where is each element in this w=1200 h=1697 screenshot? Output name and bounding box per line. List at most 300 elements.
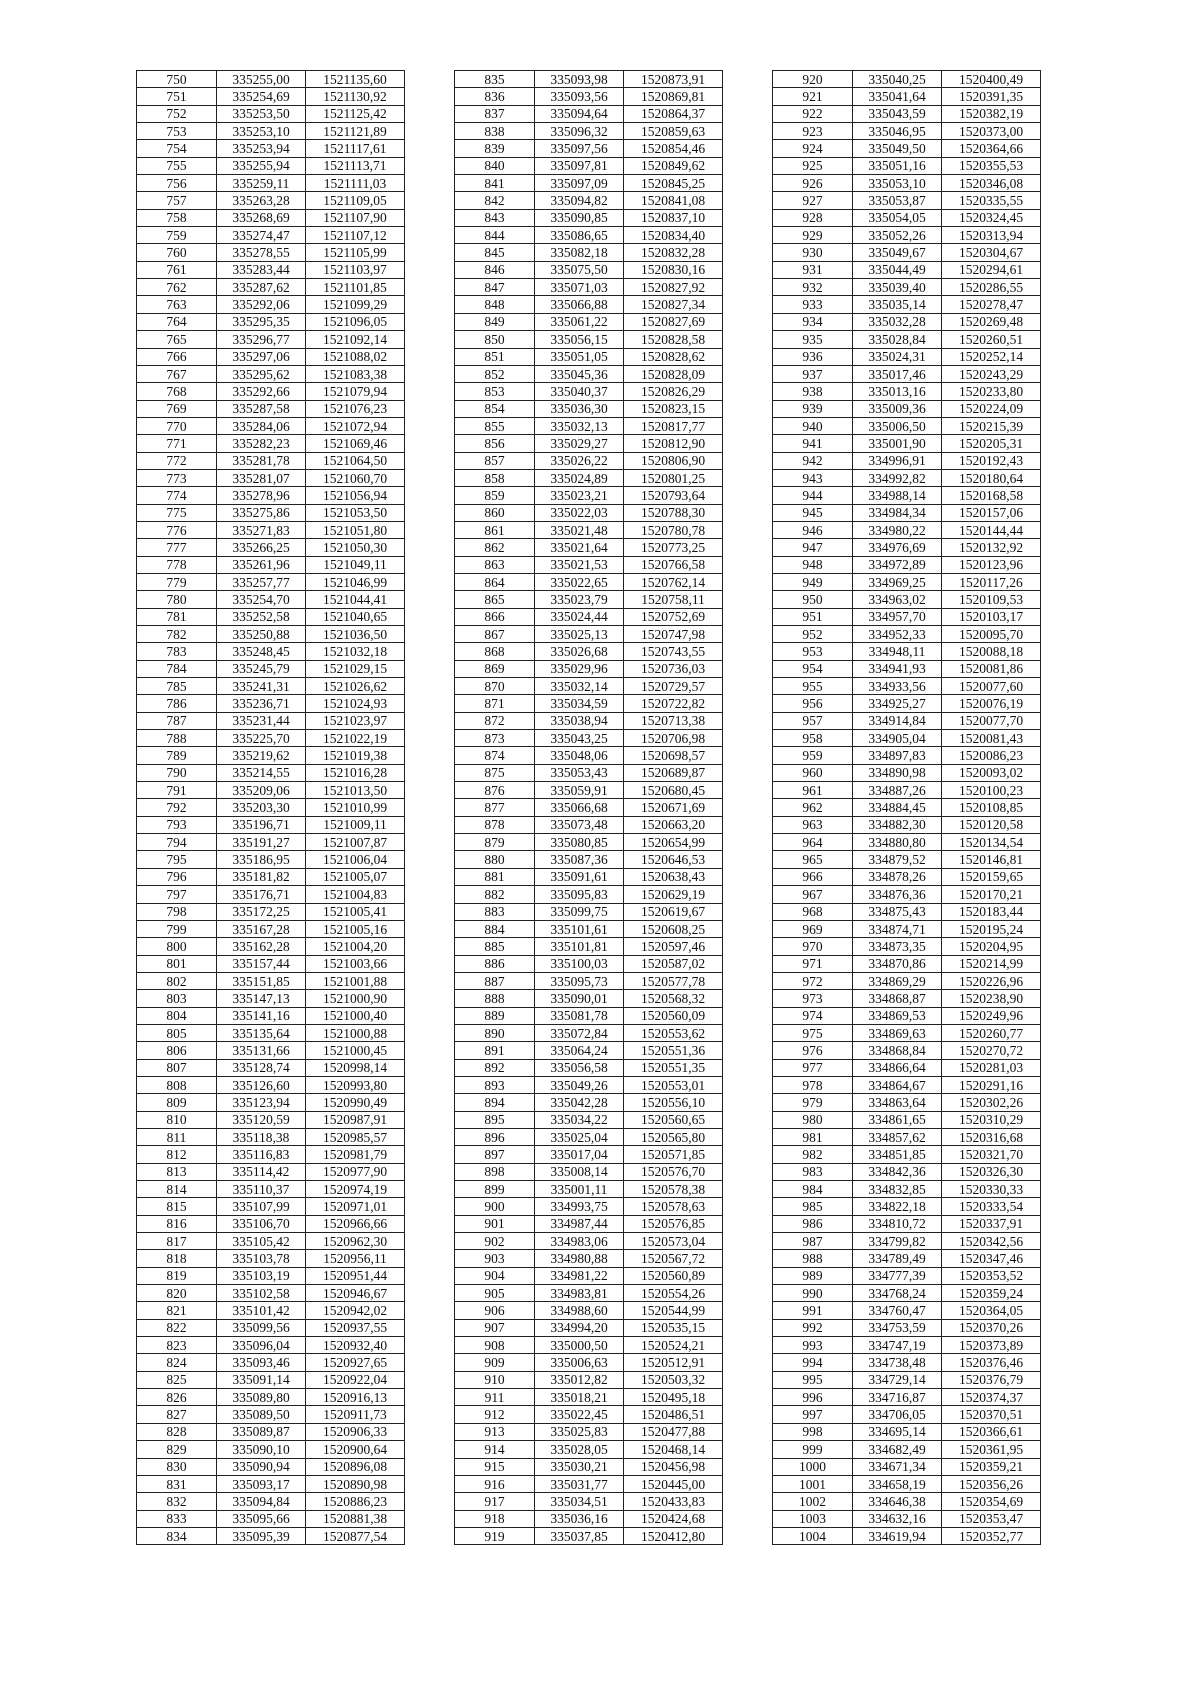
point-number-cell: 876 bbox=[455, 782, 535, 799]
point-number-cell: 841 bbox=[455, 175, 535, 192]
table-row bbox=[137, 504, 405, 521]
x-coordinate-cell: 335095,39 bbox=[217, 1527, 306, 1544]
table-row bbox=[773, 157, 1041, 174]
point-number-cell: 886 bbox=[455, 955, 535, 972]
y-coordinate-cell: 1520747,98 bbox=[624, 626, 723, 643]
point-number-cell: 970 bbox=[773, 938, 853, 955]
y-coordinate-cell: 1520495,18 bbox=[624, 1389, 723, 1406]
x-coordinate-cell: 335090,94 bbox=[217, 1458, 306, 1475]
y-coordinate-cell: 1520873,91 bbox=[624, 71, 723, 88]
point-number-cell: 902 bbox=[455, 1233, 535, 1250]
table-row bbox=[137, 660, 405, 677]
table-row bbox=[137, 886, 405, 903]
table-row bbox=[137, 643, 405, 660]
y-coordinate-cell: 1520281,03 bbox=[942, 1059, 1041, 1076]
table-row bbox=[137, 1493, 405, 1510]
table-row bbox=[137, 591, 405, 608]
x-coordinate-cell: 334878,26 bbox=[853, 868, 942, 885]
y-coordinate-cell: 1520373,89 bbox=[942, 1337, 1041, 1354]
point-number-cell: 767 bbox=[137, 365, 217, 382]
point-number-cell: 835 bbox=[455, 71, 535, 88]
y-coordinate-cell: 1520985,57 bbox=[306, 1128, 405, 1145]
point-number-cell: 957 bbox=[773, 712, 853, 729]
x-coordinate-cell: 334842,36 bbox=[853, 1163, 942, 1180]
x-coordinate-cell: 335123,94 bbox=[217, 1094, 306, 1111]
point-number-cell: 770 bbox=[137, 417, 217, 434]
table-row bbox=[455, 487, 723, 504]
table-row bbox=[137, 1285, 405, 1302]
y-coordinate-cell: 1521117,61 bbox=[306, 140, 405, 157]
point-number-cell: 782 bbox=[137, 626, 217, 643]
table-row bbox=[455, 1094, 723, 1111]
y-coordinate-cell: 1520998,14 bbox=[306, 1059, 405, 1076]
point-number-cell: 899 bbox=[455, 1181, 535, 1198]
table-row bbox=[137, 123, 405, 140]
y-coordinate-cell: 1521135,60 bbox=[306, 71, 405, 88]
point-number-cell: 804 bbox=[137, 1007, 217, 1024]
point-number-cell: 796 bbox=[137, 868, 217, 885]
x-coordinate-cell: 334983,81 bbox=[535, 1285, 624, 1302]
x-coordinate-cell: 334861,65 bbox=[853, 1111, 942, 1128]
table-row bbox=[455, 1458, 723, 1475]
point-number-cell: 818 bbox=[137, 1250, 217, 1267]
y-coordinate-cell: 1520619,67 bbox=[624, 903, 723, 920]
table-row bbox=[773, 313, 1041, 330]
y-coordinate-cell: 1520560,65 bbox=[624, 1111, 723, 1128]
table-row bbox=[137, 938, 405, 955]
x-coordinate-cell: 334987,44 bbox=[535, 1215, 624, 1232]
y-coordinate-cell: 1520554,26 bbox=[624, 1285, 723, 1302]
x-coordinate-cell: 335255,94 bbox=[217, 157, 306, 174]
point-number-cell: 761 bbox=[137, 261, 217, 278]
x-coordinate-cell: 335038,94 bbox=[535, 712, 624, 729]
x-coordinate-cell: 334716,87 bbox=[853, 1389, 942, 1406]
x-coordinate-cell: 335167,28 bbox=[217, 920, 306, 937]
y-coordinate-cell: 1521036,50 bbox=[306, 626, 405, 643]
table-row bbox=[773, 938, 1041, 955]
table-row bbox=[455, 400, 723, 417]
x-coordinate-cell: 334882,30 bbox=[853, 816, 942, 833]
table-row bbox=[773, 504, 1041, 521]
y-coordinate-cell: 1520577,78 bbox=[624, 972, 723, 989]
table-row bbox=[455, 955, 723, 972]
y-coordinate-cell: 1520195,24 bbox=[942, 920, 1041, 937]
x-coordinate-cell: 335021,64 bbox=[535, 539, 624, 556]
point-number-cell: 754 bbox=[137, 140, 217, 157]
x-coordinate-cell: 335032,14 bbox=[535, 678, 624, 695]
x-coordinate-cell: 335287,62 bbox=[217, 279, 306, 296]
point-number-cell: 783 bbox=[137, 643, 217, 660]
y-coordinate-cell: 1520088,18 bbox=[942, 643, 1041, 660]
x-coordinate-cell: 334777,39 bbox=[853, 1267, 942, 1284]
point-number-cell: 799 bbox=[137, 920, 217, 937]
x-coordinate-cell: 334646,38 bbox=[853, 1493, 942, 1510]
x-coordinate-cell: 335095,73 bbox=[535, 972, 624, 989]
point-number-cell: 854 bbox=[455, 400, 535, 417]
y-coordinate-cell: 1521005,16 bbox=[306, 920, 405, 937]
x-coordinate-cell: 335043,59 bbox=[853, 105, 942, 122]
table-row bbox=[773, 972, 1041, 989]
x-coordinate-cell: 335196,71 bbox=[217, 816, 306, 833]
x-coordinate-cell: 335056,15 bbox=[535, 331, 624, 348]
y-coordinate-cell: 1520456,98 bbox=[624, 1458, 723, 1475]
x-coordinate-cell: 334810,72 bbox=[853, 1215, 942, 1232]
x-coordinate-cell: 335095,66 bbox=[217, 1510, 306, 1527]
x-coordinate-cell: 335053,87 bbox=[853, 192, 942, 209]
point-number-cell: 974 bbox=[773, 1007, 853, 1024]
point-number-cell: 973 bbox=[773, 990, 853, 1007]
x-coordinate-cell: 335091,14 bbox=[217, 1371, 306, 1388]
y-coordinate-cell: 1520249,96 bbox=[942, 1007, 1041, 1024]
x-coordinate-cell: 335275,86 bbox=[217, 504, 306, 521]
y-coordinate-cell: 1521029,15 bbox=[306, 660, 405, 677]
x-coordinate-cell: 335103,78 bbox=[217, 1250, 306, 1267]
x-coordinate-cell: 334753,59 bbox=[853, 1319, 942, 1336]
table-row bbox=[773, 417, 1041, 434]
y-coordinate-cell: 1520445,00 bbox=[624, 1475, 723, 1492]
x-coordinate-cell: 334789,49 bbox=[853, 1250, 942, 1267]
table-row bbox=[137, 487, 405, 504]
y-coordinate-cell: 1520881,38 bbox=[306, 1510, 405, 1527]
x-coordinate-cell: 334952,33 bbox=[853, 626, 942, 643]
point-number-cell: 910 bbox=[455, 1371, 535, 1388]
y-coordinate-cell: 1520722,82 bbox=[624, 695, 723, 712]
table-row bbox=[773, 591, 1041, 608]
point-number-cell: 753 bbox=[137, 123, 217, 140]
point-number-cell: 907 bbox=[455, 1319, 535, 1336]
table-row bbox=[455, 71, 723, 88]
point-number-cell: 893 bbox=[455, 1076, 535, 1093]
table-row bbox=[773, 1371, 1041, 1388]
y-coordinate-cell: 1520159,65 bbox=[942, 868, 1041, 885]
y-coordinate-cell: 1520095,70 bbox=[942, 626, 1041, 643]
point-number-cell: 878 bbox=[455, 816, 535, 833]
table-row bbox=[137, 175, 405, 192]
y-coordinate-cell: 1520512,91 bbox=[624, 1354, 723, 1371]
x-coordinate-cell: 334941,93 bbox=[853, 660, 942, 677]
x-coordinate-cell: 335012,82 bbox=[535, 1371, 624, 1388]
point-number-cell: 867 bbox=[455, 626, 535, 643]
x-coordinate-cell: 334994,20 bbox=[535, 1319, 624, 1336]
table-row bbox=[773, 331, 1041, 348]
x-coordinate-cell: 335096,04 bbox=[217, 1337, 306, 1354]
point-number-cell: 797 bbox=[137, 886, 217, 903]
table-row bbox=[455, 296, 723, 313]
y-coordinate-cell: 1520081,43 bbox=[942, 730, 1041, 747]
table-row bbox=[137, 1215, 405, 1232]
table-row bbox=[137, 712, 405, 729]
x-coordinate-cell: 335225,70 bbox=[217, 730, 306, 747]
x-coordinate-cell: 335214,55 bbox=[217, 764, 306, 781]
table-row bbox=[137, 331, 405, 348]
point-number-cell: 865 bbox=[455, 591, 535, 608]
y-coordinate-cell: 1520313,94 bbox=[942, 227, 1041, 244]
point-number-cell: 825 bbox=[137, 1371, 217, 1388]
y-coordinate-cell: 1520987,91 bbox=[306, 1111, 405, 1128]
point-number-cell: 771 bbox=[137, 435, 217, 452]
point-number-cell: 766 bbox=[137, 348, 217, 365]
table-row bbox=[137, 1371, 405, 1388]
point-number-cell: 948 bbox=[773, 556, 853, 573]
table-row bbox=[455, 920, 723, 937]
point-number-cell: 1003 bbox=[773, 1510, 853, 1527]
table-row bbox=[773, 1354, 1041, 1371]
y-coordinate-cell: 1520981,79 bbox=[306, 1146, 405, 1163]
x-coordinate-cell: 334747,19 bbox=[853, 1337, 942, 1354]
x-coordinate-cell: 335042,28 bbox=[535, 1094, 624, 1111]
point-number-cell: 980 bbox=[773, 1111, 853, 1128]
y-coordinate-cell: 1520324,45 bbox=[942, 209, 1041, 226]
table-row bbox=[455, 712, 723, 729]
table-row bbox=[137, 573, 405, 590]
table-row bbox=[455, 1042, 723, 1059]
table-row bbox=[773, 192, 1041, 209]
x-coordinate-cell: 335043,25 bbox=[535, 730, 624, 747]
y-coordinate-cell: 1521083,38 bbox=[306, 365, 405, 382]
x-coordinate-cell: 335141,16 bbox=[217, 1007, 306, 1024]
x-coordinate-cell: 335023,79 bbox=[535, 591, 624, 608]
point-number-cell: 778 bbox=[137, 556, 217, 573]
point-number-cell: 996 bbox=[773, 1389, 853, 1406]
table-row bbox=[137, 244, 405, 261]
table-row bbox=[773, 1458, 1041, 1475]
x-coordinate-cell: 335028,05 bbox=[535, 1441, 624, 1458]
table-row bbox=[137, 1475, 405, 1492]
point-number-cell: 966 bbox=[773, 868, 853, 885]
table-row bbox=[137, 1423, 405, 1440]
x-coordinate-cell: 334992,82 bbox=[853, 469, 942, 486]
y-coordinate-cell: 1520477,88 bbox=[624, 1423, 723, 1440]
table-row bbox=[137, 192, 405, 209]
point-number-cell: 954 bbox=[773, 660, 853, 677]
table-row bbox=[137, 608, 405, 625]
y-coordinate-cell: 1520233,80 bbox=[942, 383, 1041, 400]
table-row bbox=[137, 990, 405, 1007]
table-row bbox=[773, 782, 1041, 799]
x-coordinate-cell: 335162,28 bbox=[217, 938, 306, 955]
table-row bbox=[773, 1267, 1041, 1284]
table-row bbox=[455, 435, 723, 452]
point-number-cell: 820 bbox=[137, 1285, 217, 1302]
x-coordinate-cell: 335219,62 bbox=[217, 747, 306, 764]
table-row bbox=[455, 886, 723, 903]
table-row bbox=[137, 1267, 405, 1284]
point-number-cell: 994 bbox=[773, 1354, 853, 1371]
table-row bbox=[137, 261, 405, 278]
point-number-cell: 785 bbox=[137, 678, 217, 695]
point-number-cell: 962 bbox=[773, 799, 853, 816]
x-coordinate-cell: 334738,48 bbox=[853, 1354, 942, 1371]
y-coordinate-cell: 1521107,90 bbox=[306, 209, 405, 226]
table-row bbox=[773, 990, 1041, 1007]
x-coordinate-cell: 335081,78 bbox=[535, 1007, 624, 1024]
x-coordinate-cell: 334863,64 bbox=[853, 1094, 942, 1111]
table-row bbox=[137, 903, 405, 920]
x-coordinate-cell: 334706,05 bbox=[853, 1406, 942, 1423]
table-row bbox=[455, 834, 723, 851]
y-coordinate-cell: 1520806,90 bbox=[624, 452, 723, 469]
table-row bbox=[137, 88, 405, 105]
point-number-cell: 857 bbox=[455, 452, 535, 469]
point-number-cell: 763 bbox=[137, 296, 217, 313]
y-coordinate-cell: 1520946,67 bbox=[306, 1285, 405, 1302]
x-coordinate-cell: 335253,94 bbox=[217, 140, 306, 157]
x-coordinate-cell: 335101,81 bbox=[535, 938, 624, 955]
y-coordinate-cell: 1521060,70 bbox=[306, 469, 405, 486]
point-number-cell: 780 bbox=[137, 591, 217, 608]
x-coordinate-cell: 335266,25 bbox=[217, 539, 306, 556]
x-coordinate-cell: 334682,49 bbox=[853, 1441, 942, 1458]
y-coordinate-cell: 1520117,26 bbox=[942, 573, 1041, 590]
y-coordinate-cell: 1520793,64 bbox=[624, 487, 723, 504]
x-coordinate-cell: 334993,75 bbox=[535, 1198, 624, 1215]
y-coordinate-cell: 1520827,92 bbox=[624, 279, 723, 296]
table-row bbox=[137, 955, 405, 972]
point-number-cell: 762 bbox=[137, 279, 217, 296]
point-number-cell: 1000 bbox=[773, 1458, 853, 1475]
point-number-cell: 951 bbox=[773, 608, 853, 625]
x-coordinate-cell: 334884,45 bbox=[853, 799, 942, 816]
y-coordinate-cell: 1521079,94 bbox=[306, 383, 405, 400]
x-coordinate-cell: 335024,89 bbox=[535, 469, 624, 486]
point-number-cell: 986 bbox=[773, 1215, 853, 1232]
point-number-cell: 944 bbox=[773, 487, 853, 504]
point-number-cell: 961 bbox=[773, 782, 853, 799]
table-row bbox=[137, 417, 405, 434]
point-number-cell: 947 bbox=[773, 539, 853, 556]
y-coordinate-cell: 1520828,09 bbox=[624, 365, 723, 382]
y-coordinate-cell: 1520977,90 bbox=[306, 1163, 405, 1180]
point-number-cell: 788 bbox=[137, 730, 217, 747]
y-coordinate-cell: 1521105,99 bbox=[306, 244, 405, 261]
x-coordinate-cell: 335059,91 bbox=[535, 782, 624, 799]
table-row bbox=[773, 678, 1041, 695]
point-number-cell: 837 bbox=[455, 105, 535, 122]
y-coordinate-cell: 1521009,11 bbox=[306, 816, 405, 833]
point-number-cell: 965 bbox=[773, 851, 853, 868]
y-coordinate-cell: 1520877,54 bbox=[306, 1527, 405, 1544]
table-row bbox=[455, 1181, 723, 1198]
x-coordinate-cell: 335017,04 bbox=[535, 1146, 624, 1163]
x-coordinate-cell: 334619,94 bbox=[853, 1527, 942, 1544]
x-coordinate-cell: 335053,43 bbox=[535, 764, 624, 781]
table-row bbox=[455, 105, 723, 122]
x-coordinate-cell: 335250,88 bbox=[217, 626, 306, 643]
y-coordinate-cell: 1520535,15 bbox=[624, 1319, 723, 1336]
table-row bbox=[455, 573, 723, 590]
x-coordinate-cell: 335022,45 bbox=[535, 1406, 624, 1423]
table-row bbox=[773, 799, 1041, 816]
table-row bbox=[773, 209, 1041, 226]
x-coordinate-cell: 335241,31 bbox=[217, 678, 306, 695]
point-number-cell: 851 bbox=[455, 348, 535, 365]
y-coordinate-cell: 1520932,40 bbox=[306, 1337, 405, 1354]
x-coordinate-cell: 335018,21 bbox=[535, 1389, 624, 1406]
x-coordinate-cell: 334980,22 bbox=[853, 521, 942, 538]
x-coordinate-cell: 335026,68 bbox=[535, 643, 624, 660]
point-number-cell: 905 bbox=[455, 1285, 535, 1302]
point-number-cell: 971 bbox=[773, 955, 853, 972]
x-coordinate-cell: 335099,56 bbox=[217, 1319, 306, 1336]
x-coordinate-cell: 335093,98 bbox=[535, 71, 624, 88]
point-number-cell: 861 bbox=[455, 521, 535, 538]
x-coordinate-cell: 335090,10 bbox=[217, 1441, 306, 1458]
table-body bbox=[455, 71, 723, 1545]
x-coordinate-cell: 335172,25 bbox=[217, 903, 306, 920]
x-coordinate-cell: 335263,28 bbox=[217, 192, 306, 209]
point-number-cell: 872 bbox=[455, 712, 535, 729]
point-number-cell: 810 bbox=[137, 1111, 217, 1128]
y-coordinate-cell: 1520578,38 bbox=[624, 1181, 723, 1198]
table-row bbox=[773, 1493, 1041, 1510]
x-coordinate-cell: 335090,85 bbox=[535, 209, 624, 226]
point-number-cell: 949 bbox=[773, 573, 853, 590]
point-number-cell: 998 bbox=[773, 1423, 853, 1440]
point-number-cell: 923 bbox=[773, 123, 853, 140]
y-coordinate-cell: 1520826,29 bbox=[624, 383, 723, 400]
table-row bbox=[773, 521, 1041, 538]
point-number-cell: 826 bbox=[137, 1389, 217, 1406]
y-coordinate-cell: 1520376,79 bbox=[942, 1371, 1041, 1388]
table-row bbox=[773, 1042, 1041, 1059]
point-number-cell: 829 bbox=[137, 1441, 217, 1458]
y-coordinate-cell: 1521000,88 bbox=[306, 1024, 405, 1041]
y-coordinate-cell: 1520353,52 bbox=[942, 1267, 1041, 1284]
point-number-cell: 843 bbox=[455, 209, 535, 226]
point-number-cell: 869 bbox=[455, 660, 535, 677]
point-number-cell: 990 bbox=[773, 1285, 853, 1302]
point-number-cell: 1002 bbox=[773, 1493, 853, 1510]
point-number-cell: 896 bbox=[455, 1128, 535, 1145]
y-coordinate-cell: 1520573,04 bbox=[624, 1233, 723, 1250]
x-coordinate-cell: 335030,21 bbox=[535, 1458, 624, 1475]
y-coordinate-cell: 1520354,69 bbox=[942, 1493, 1041, 1510]
x-coordinate-cell: 335096,32 bbox=[535, 123, 624, 140]
table-row bbox=[773, 1094, 1041, 1111]
x-coordinate-cell: 335031,77 bbox=[535, 1475, 624, 1492]
x-coordinate-cell: 335025,13 bbox=[535, 626, 624, 643]
point-number-cell: 900 bbox=[455, 1198, 535, 1215]
y-coordinate-cell: 1520086,23 bbox=[942, 747, 1041, 764]
x-coordinate-cell: 334822,18 bbox=[853, 1198, 942, 1215]
table-row bbox=[455, 608, 723, 625]
x-coordinate-cell: 335292,66 bbox=[217, 383, 306, 400]
y-coordinate-cell: 1521069,46 bbox=[306, 435, 405, 452]
y-coordinate-cell: 1521023,97 bbox=[306, 712, 405, 729]
y-coordinate-cell: 1520896,08 bbox=[306, 1458, 405, 1475]
table-row bbox=[455, 348, 723, 365]
y-coordinate-cell: 1520346,08 bbox=[942, 175, 1041, 192]
table-row bbox=[773, 1441, 1041, 1458]
x-coordinate-cell: 335091,61 bbox=[535, 868, 624, 885]
x-coordinate-cell: 335061,22 bbox=[535, 313, 624, 330]
table-row bbox=[773, 1527, 1041, 1544]
y-coordinate-cell: 1520906,33 bbox=[306, 1423, 405, 1440]
y-coordinate-cell: 1520962,30 bbox=[306, 1233, 405, 1250]
y-coordinate-cell: 1520134,54 bbox=[942, 834, 1041, 851]
x-coordinate-cell: 335245,79 bbox=[217, 660, 306, 677]
y-coordinate-cell: 1520373,00 bbox=[942, 123, 1041, 140]
point-number-cell: 806 bbox=[137, 1042, 217, 1059]
x-coordinate-cell: 334879,52 bbox=[853, 851, 942, 868]
point-number-cell: 814 bbox=[137, 1181, 217, 1198]
table-row bbox=[773, 452, 1041, 469]
point-number-cell: 781 bbox=[137, 608, 217, 625]
x-coordinate-cell: 335126,60 bbox=[217, 1076, 306, 1093]
point-number-cell: 852 bbox=[455, 365, 535, 382]
x-coordinate-cell: 335255,00 bbox=[217, 71, 306, 88]
table-row bbox=[773, 435, 1041, 452]
